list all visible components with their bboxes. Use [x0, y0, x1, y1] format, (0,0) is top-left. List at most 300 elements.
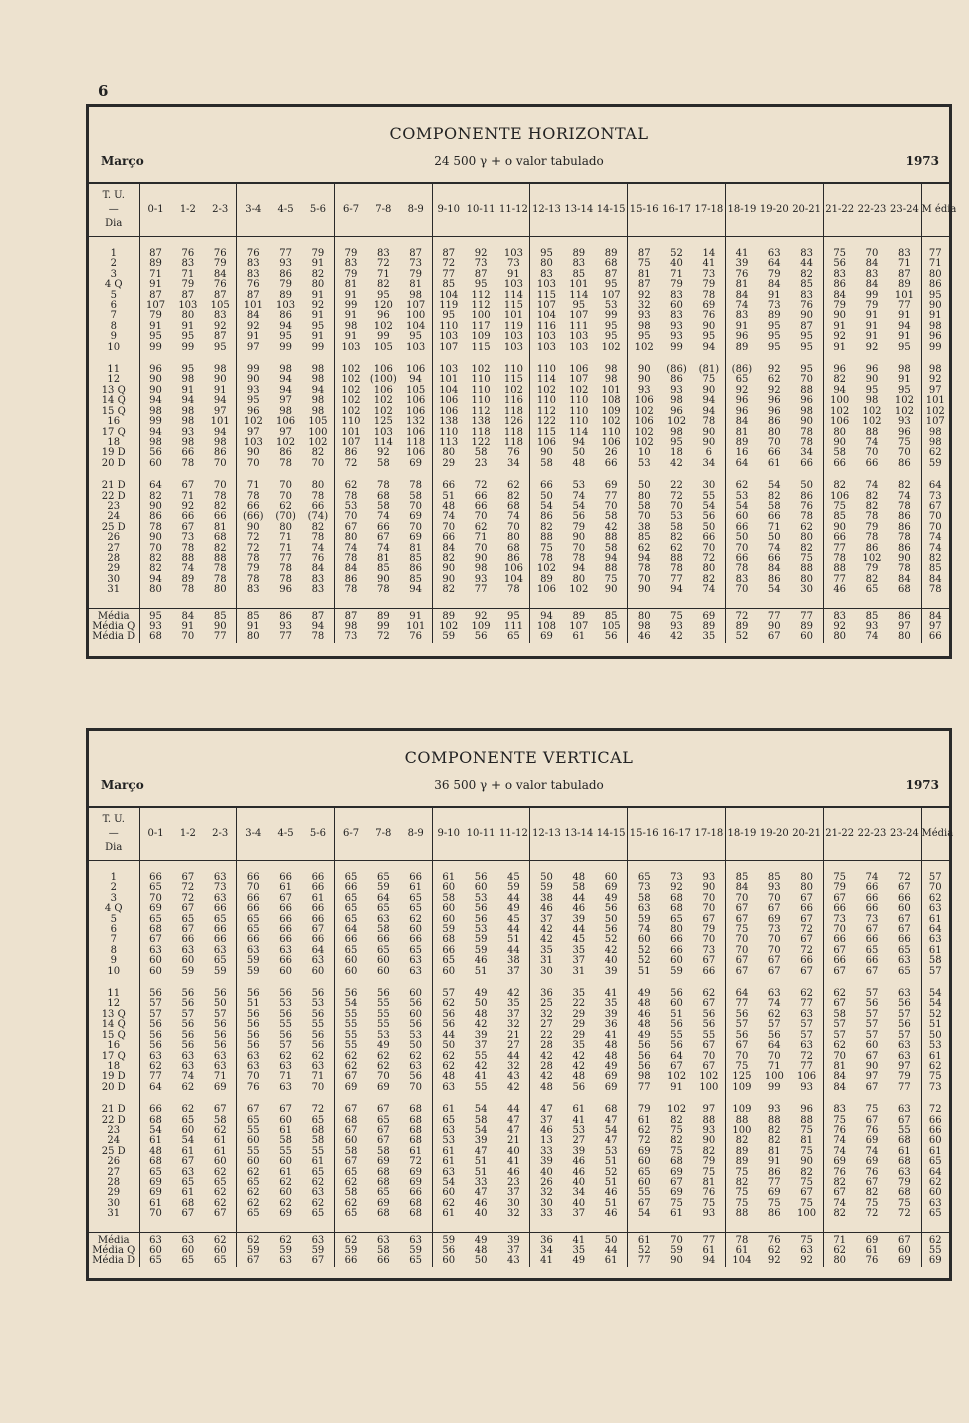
value-cell: 74	[865, 872, 879, 883]
day-label: 2	[110, 882, 117, 894]
value-cell: 66	[865, 882, 879, 894]
value-cell: 115	[530, 428, 563, 438]
value-cell: 90	[628, 375, 661, 385]
value-cell: 89	[767, 310, 781, 322]
value-cell: 60	[311, 965, 325, 977]
value-cell: 93	[237, 386, 270, 396]
spacer-cell	[269, 596, 302, 609]
value-cell: 47	[507, 1114, 520, 1126]
value-cell: 90	[474, 552, 488, 564]
value-cell: 34	[702, 457, 716, 469]
value-cell: 78	[507, 584, 520, 596]
value-cell: 71	[474, 532, 488, 544]
value-cell: 97	[279, 395, 292, 407]
value-cell: 42	[530, 1072, 563, 1082]
value-cell: 78	[823, 554, 856, 564]
value-cell: 47	[474, 1187, 488, 1199]
value-cell: 57	[823, 1020, 856, 1030]
value-cell: 82	[823, 1209, 856, 1219]
value-cell: 93	[670, 384, 683, 396]
value-cell: 77	[279, 552, 292, 564]
value-cell: 77	[670, 573, 683, 585]
value-cell: 82	[823, 375, 856, 385]
tu-dia-header	[89, 808, 139, 861]
dia-label: Dia	[105, 218, 123, 229]
value-cell: 65	[334, 1209, 367, 1219]
value-cell: 78	[725, 1232, 758, 1246]
value-cell: 76	[181, 248, 195, 259]
value-cell: 94	[311, 621, 325, 632]
spacer-cell	[725, 1220, 758, 1233]
value-cell: 75	[823, 502, 856, 512]
value-cell: 55	[311, 1145, 325, 1157]
value-cell: 102	[334, 386, 367, 396]
value-cell: 61	[311, 892, 325, 904]
value-cell: 110	[471, 384, 491, 396]
value-cell: 89	[432, 608, 465, 622]
value-cell: 99	[334, 301, 367, 311]
value-cell: 68	[409, 1197, 423, 1209]
value-cell: 67	[213, 1208, 227, 1220]
value-cell: 91	[181, 621, 195, 632]
value-cell: 65	[334, 1168, 367, 1178]
day-label: 10	[107, 341, 121, 353]
value-cell: 66	[898, 934, 911, 946]
value-cell: 64	[311, 944, 325, 956]
value-cell: 67	[181, 1156, 195, 1168]
value-cell: 81	[628, 270, 661, 280]
value-cell: 66	[409, 934, 423, 946]
value-cell: 78	[237, 492, 270, 502]
value-cell: 77	[898, 300, 911, 312]
value-cell: 63	[181, 1050, 195, 1062]
value-cell: 58	[767, 500, 781, 512]
value-cell: 80	[181, 310, 195, 322]
value-cell: 73	[181, 532, 195, 544]
value-cell: 66	[311, 903, 325, 915]
value-cell: 25	[530, 999, 563, 1009]
media-cell: 61	[921, 1052, 949, 1062]
value-cell: 60	[181, 955, 195, 967]
value-cell: 78	[670, 563, 683, 575]
day-label: 5	[110, 913, 117, 925]
value-cell: 91	[311, 289, 325, 301]
value-cell: 71	[670, 268, 683, 280]
value-cell: 80	[213, 584, 227, 596]
value-cell: 71	[213, 1071, 227, 1083]
value-cell: 62	[628, 1126, 661, 1136]
value-cell: 91	[823, 343, 856, 353]
value-cell: 85	[595, 608, 628, 622]
value-cell: 60	[237, 1157, 270, 1167]
value-cell: 62	[376, 1050, 390, 1062]
value-cell: 71	[823, 1232, 856, 1246]
hour-header: 11-12	[497, 808, 530, 861]
media-cell: 78	[921, 585, 949, 595]
value-cell: 102	[628, 438, 661, 448]
value-cell: 75	[702, 374, 716, 386]
value-cell: 67	[865, 1081, 879, 1093]
value-cell: 59	[213, 965, 227, 977]
value-cell: 98	[311, 364, 325, 376]
value-cell: 95	[213, 341, 227, 353]
page-number: 6	[98, 82, 109, 100]
value-cell: 60	[670, 998, 683, 1010]
value-cell: 96	[800, 395, 813, 407]
value-cell: 110	[569, 395, 589, 407]
value-cell: 105	[601, 621, 621, 632]
value-cell: 62	[334, 481, 367, 491]
day-label: 21 D	[101, 1104, 126, 1116]
spacer-cell	[530, 1220, 563, 1233]
value-cell: 50	[432, 1041, 465, 1051]
value-cell: 101	[894, 289, 914, 301]
hour-header: 19-20	[758, 184, 791, 237]
value-cell: 82	[213, 542, 227, 554]
value-cell: 82	[725, 1136, 758, 1146]
value-cell: 70	[823, 925, 856, 935]
value-cell: 95	[181, 364, 195, 376]
hour-header: 6-7	[334, 184, 367, 237]
value-cell: 113	[432, 438, 465, 448]
value-cell: 91	[865, 310, 879, 322]
value-cell: 89	[725, 622, 758, 632]
value-cell: 46	[530, 904, 563, 914]
value-cell: 37	[507, 1008, 520, 1020]
value-cell: 56	[432, 1020, 465, 1030]
value-cell: 79	[334, 270, 367, 280]
value-cell: 65	[432, 1116, 465, 1126]
value-cell: 70	[237, 883, 270, 893]
value-cell: 67	[181, 480, 195, 492]
value-cell: 69	[604, 882, 618, 894]
value-cell: 65	[181, 1176, 195, 1188]
value-cell: 111	[503, 621, 523, 632]
media-cell: 72	[921, 1105, 949, 1115]
value-cell: 80	[530, 259, 563, 269]
value-cell: 65	[181, 913, 195, 925]
value-cell: 110	[432, 428, 465, 438]
media-cell: 69	[921, 1256, 949, 1266]
value-cell: 82	[767, 490, 781, 502]
value-cell: 102	[373, 395, 393, 407]
value-cell: 84	[237, 311, 270, 321]
value-cell: 50	[767, 532, 781, 544]
value-cell: 68	[409, 1124, 423, 1136]
value-cell: 88	[800, 384, 813, 396]
value-cell: 90	[702, 320, 716, 332]
value-cell: 39	[474, 1029, 488, 1041]
value-cell: 86	[334, 575, 367, 585]
value-cell: 54	[572, 500, 586, 512]
value-cell: 73	[767, 300, 781, 312]
value-cell: 95	[139, 608, 172, 622]
value-cell: 83	[823, 270, 856, 280]
value-cell: 72	[334, 459, 367, 469]
spacer-cell	[172, 596, 205, 609]
value-cell: 110	[569, 416, 589, 428]
spacer-cell	[497, 596, 530, 609]
table-row	[89, 1041, 949, 1051]
value-cell: 94	[279, 320, 292, 332]
value-cell: 68	[334, 1116, 367, 1126]
value-cell: 94	[702, 341, 716, 353]
value-cell: 58	[628, 894, 661, 904]
value-cell: 110	[503, 364, 523, 376]
value-cell: 74	[865, 436, 879, 448]
value-cell: 62	[800, 988, 813, 1000]
day-label: 20 D	[101, 1081, 126, 1093]
value-cell: 69	[530, 632, 563, 642]
value-cell: 106	[432, 407, 465, 417]
value-cell: 76	[237, 249, 270, 259]
value-cell: 56	[702, 511, 716, 523]
value-cell: 98	[311, 405, 325, 417]
value-cell: 65	[865, 584, 879, 596]
value-cell: 82	[898, 480, 911, 492]
spacer-cell	[758, 1220, 791, 1233]
value-cell: 40	[572, 1197, 586, 1209]
value-cell: 57	[865, 1029, 879, 1041]
value-cell: 102	[666, 1071, 687, 1083]
value-cell: 62	[204, 1232, 237, 1246]
value-cell: 58	[604, 511, 618, 523]
value-cell: 55	[702, 490, 716, 502]
value-cell: 94	[409, 374, 423, 386]
value-cell: 98	[898, 364, 911, 376]
value-cell: 83	[530, 270, 563, 280]
value-cell: 49	[604, 892, 618, 904]
value-cell: 96	[139, 365, 172, 375]
value-cell: 83	[800, 289, 813, 301]
value-cell: 81	[702, 1176, 716, 1188]
value-cell: 102	[601, 341, 621, 353]
value-cell: 58	[474, 447, 488, 459]
section-subtitle: 24 500 γ + o valor tabulado	[434, 154, 604, 168]
value-cell: 67	[181, 521, 195, 533]
value-cell: 82	[432, 585, 465, 595]
value-cell: 79	[767, 268, 781, 280]
value-cell: 65	[334, 873, 367, 883]
value-cell: 75	[800, 552, 813, 564]
value-cell: 97	[898, 621, 911, 632]
day-label: 3	[110, 268, 117, 280]
media-cell: 67	[921, 502, 949, 512]
value-cell: (86)	[725, 365, 758, 375]
average-row	[89, 1232, 949, 1246]
value-cell: 62	[628, 544, 661, 554]
hour-header: 17-18	[693, 184, 726, 237]
value-cell: 70	[409, 500, 423, 512]
spacer-cell	[791, 1220, 824, 1233]
spacer-cell	[302, 596, 335, 609]
value-cell: 78	[898, 500, 911, 512]
value-cell: 62	[237, 1199, 270, 1209]
value-cell: 93	[767, 1104, 781, 1116]
value-cell: 67	[181, 903, 195, 915]
value-cell: 55	[334, 1010, 367, 1020]
value-cell: 91	[898, 331, 911, 343]
value-cell: 59	[432, 925, 465, 935]
value-cell: 94	[139, 428, 172, 438]
value-cell: 107	[334, 438, 367, 448]
day-label: 24	[107, 1135, 121, 1147]
spacer-cell	[465, 596, 498, 609]
value-cell: 55	[311, 1019, 325, 1031]
value-cell: 57	[865, 1008, 879, 1020]
value-cell: 88	[725, 1209, 758, 1219]
value-cell: 66	[213, 924, 227, 936]
value-cell: 87	[302, 608, 335, 622]
value-cell: 66	[823, 956, 856, 966]
value-cell: 79	[702, 924, 716, 936]
value-cell: 107	[601, 289, 621, 301]
table-row	[89, 1083, 949, 1093]
value-cell: 31	[530, 956, 563, 966]
value-cell: 92	[474, 248, 488, 259]
value-cell: 70	[604, 500, 618, 512]
value-cell: 50	[530, 873, 563, 883]
value-cell: 58	[628, 502, 661, 512]
value-cell: 66	[139, 1105, 172, 1115]
value-cell: 87	[181, 289, 195, 301]
value-cell: 44	[507, 1104, 520, 1116]
value-cell: 85	[432, 280, 465, 290]
value-cell: 51	[507, 934, 520, 946]
value-cell: 87	[409, 248, 423, 259]
value-cell: 73	[670, 872, 683, 883]
value-cell: 81	[409, 542, 423, 554]
value-cell: 56	[181, 1029, 195, 1041]
value-cell: 66	[474, 490, 488, 502]
value-cell: 66	[279, 934, 292, 946]
value-cell: 58	[213, 1114, 227, 1126]
value-cell: 96	[725, 332, 758, 342]
media-cell: 60	[921, 1136, 949, 1146]
value-cell: 66	[767, 552, 781, 564]
value-cell: 105	[308, 416, 328, 428]
value-cell: 82	[865, 573, 879, 585]
value-cell: 56	[628, 1052, 661, 1062]
value-cell: 63	[367, 1232, 400, 1246]
value-cell: 82	[311, 268, 325, 280]
value-cell: 65	[628, 1168, 661, 1178]
value-cell: 66	[432, 481, 465, 491]
value-cell: 63	[279, 1255, 292, 1267]
value-cell: 75	[725, 1168, 758, 1178]
value-cell: 29	[432, 459, 465, 469]
value-cell: 79	[311, 248, 325, 259]
value-cell: 99	[237, 365, 270, 375]
value-cell: 79	[572, 521, 586, 533]
value-cell: 73	[474, 258, 488, 270]
value-cell: 56	[139, 1031, 172, 1041]
value-cell: 78	[181, 542, 195, 554]
value-cell: 46	[474, 1197, 488, 1209]
value-cell: 75	[823, 249, 856, 259]
value-cell: 78	[409, 480, 423, 492]
value-cell: 45	[507, 872, 520, 883]
value-cell: 74	[507, 511, 520, 523]
value-cell: 67	[888, 1232, 921, 1246]
value-cell: 77	[800, 1060, 813, 1072]
tu-dash: —	[108, 204, 119, 215]
value-cell: 48	[572, 457, 586, 469]
value-cell: 95	[604, 320, 618, 332]
value-cell: 102	[628, 407, 661, 417]
value-cell: 90	[800, 416, 813, 428]
value-cell: 75	[660, 608, 693, 622]
value-cell: 70	[474, 511, 488, 523]
value-cell: 72	[898, 1208, 911, 1220]
value-cell: 110	[471, 395, 491, 407]
media-cell: 62	[921, 448, 949, 458]
value-cell: 67	[865, 1050, 879, 1062]
value-cell: 85	[409, 552, 423, 564]
value-cell: 125	[373, 416, 393, 428]
value-cell: 67	[237, 1256, 270, 1266]
value-cell: 101	[432, 375, 465, 385]
value-cell: 70	[725, 544, 758, 554]
day-label: 7	[110, 310, 117, 322]
value-cell: 63	[237, 946, 270, 956]
day-label: 30	[107, 1197, 121, 1209]
day-label: 25 D	[101, 1145, 126, 1157]
value-cell: 83	[800, 248, 813, 259]
value-cell: 48	[604, 1040, 618, 1052]
value-cell: 66	[800, 903, 813, 915]
value-cell: 57	[865, 1019, 879, 1031]
value-cell: 63	[213, 944, 227, 956]
value-cell: 32	[530, 1188, 563, 1198]
value-cell: 56	[702, 1008, 716, 1020]
value-cell: 74	[181, 1071, 195, 1083]
value-cell: 72	[409, 1156, 423, 1168]
value-cell: 10	[628, 448, 661, 458]
value-cell: 69	[856, 1232, 889, 1246]
value-cell: 49	[628, 1031, 661, 1041]
value-cell: 66	[530, 481, 563, 491]
value-cell: 103	[530, 280, 563, 290]
value-cell: 70	[823, 1052, 856, 1062]
value-cell: 91	[213, 384, 227, 396]
value-cell: 40	[670, 258, 683, 270]
value-cell: 62	[823, 989, 856, 999]
value-cell: 66	[823, 904, 856, 914]
value-cell: 51	[237, 999, 270, 1009]
value-cell: 70	[139, 544, 172, 554]
value-cell: 58	[604, 542, 618, 554]
value-cell: 39	[572, 913, 586, 925]
value-cell: 110	[432, 322, 465, 332]
value-cell: 67	[823, 946, 856, 956]
value-cell: 44	[507, 924, 520, 936]
value-cell: 59	[628, 915, 661, 925]
value-cell: 110	[530, 365, 563, 375]
value-cell: 48	[572, 872, 586, 883]
value-cell: 51	[432, 492, 465, 502]
value-cell: 95	[604, 331, 618, 343]
value-cell: 87	[898, 268, 911, 280]
value-cell: 92	[800, 1255, 813, 1267]
value-cell: 75	[800, 1124, 813, 1136]
value-cell: 95	[311, 320, 325, 332]
value-cell: 76	[865, 1255, 879, 1267]
header-row	[89, 184, 949, 237]
value-cell: 29	[572, 1029, 586, 1041]
value-cell: 69	[409, 457, 423, 469]
value-cell: 67	[376, 1104, 390, 1116]
